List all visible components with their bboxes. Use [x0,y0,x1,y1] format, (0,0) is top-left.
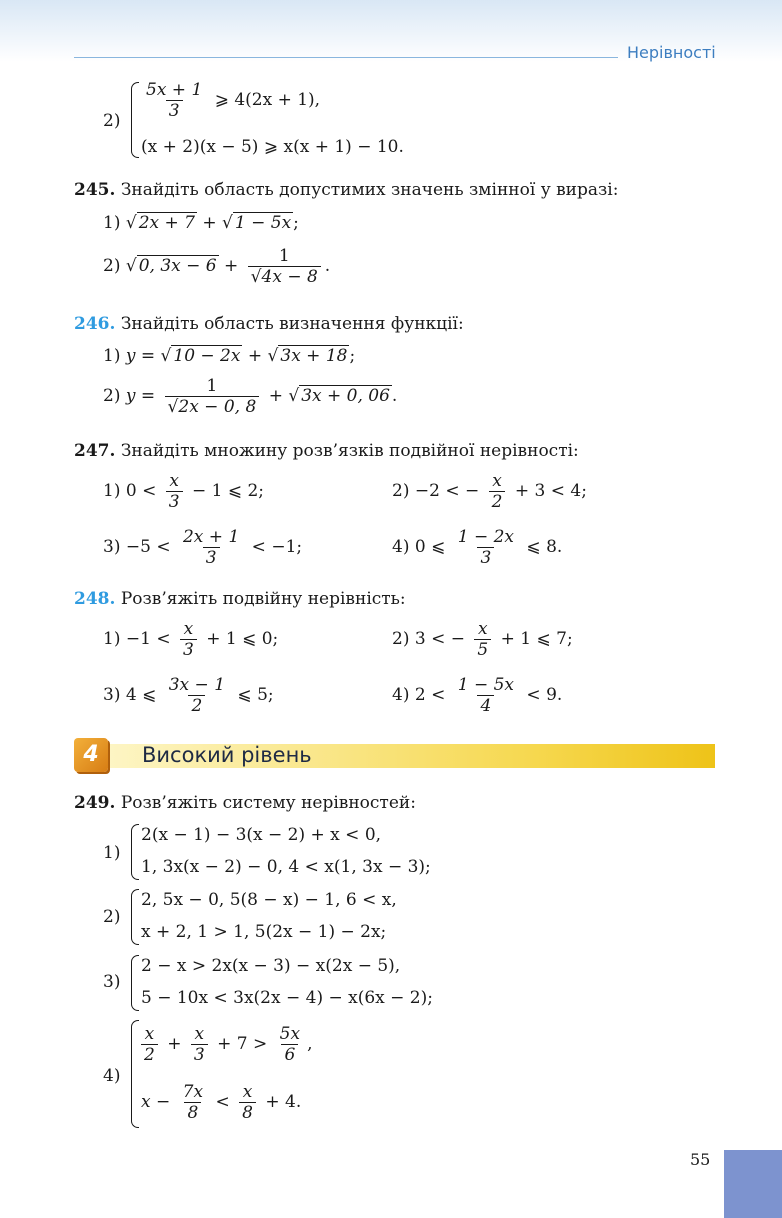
section-title: Нерівності [627,43,716,62]
fraction: $\frac{5x + 1}{3}$ [146,80,203,121]
item-248-1: 1) −1 < $\frac{x}{3}$ + 1 ⩽ 0; [103,619,279,660]
page-number: 55 [690,1150,711,1169]
problem-text: Розв’яжіть систему нерівностей: [120,793,416,813]
item-248-2: 2) 3 < − $\frac{x}{5}$ + 1 ⩽ 7; [392,619,573,660]
item-245-2: 2) √ 0, 3x − 6 + $\frac{1}{√4x - 8}$ . [103,246,331,287]
problem-number: 248. [74,589,116,609]
item-245-1: 1) √ 2x + 7 + √ 1 − 5x ; [103,213,299,233]
problem-245 [74,180,618,200]
system-brace [131,824,139,880]
system-line-2: x − $\frac{7x}{8}$ < $\frac{x}{8}$ + 4. [141,1082,302,1123]
system-brace [131,955,139,1011]
fraction: $\frac{1}{√4x - 8}$ [248,246,321,287]
item-label: 4) [103,1066,121,1086]
item-246-1: 1) y = √ 10 − 2x + √ 3x + 18 ; [103,346,356,366]
problem-text: Знайдіть область визначення функції: [120,314,464,334]
system-line-2: x + 2, 1 > 1, 5(2x − 1) − 2x; [141,922,387,942]
system-line-1: 2 − x > 2x(x − 3) − x(2x − 5), [141,956,401,976]
system-brace [131,82,139,158]
item-248-4: 4) 2 < $\frac{1 - 5x}{4}$ < 9. [392,675,563,716]
problem-247 [74,441,579,461]
item-247-2: 2) −2 < − $\frac{x}{2}$ + 3 < 4; [392,471,587,512]
item-248-3: 3) 4 ⩽ $\frac{3x - 1}{2}$ ⩽ 5; [103,675,274,716]
item-label: 2) [103,111,121,131]
problem-text: Знайдіть множину розв’язків подвійної нерівності: [120,441,579,461]
problem-number: 249. [74,793,116,813]
item-247-3: 3) −5 < $\frac{2x + 1}{3}$ < −1; [103,527,303,568]
problem-249 [74,793,416,813]
item-label: 3) [103,972,121,992]
item-246-2: 2) y = $\frac{1}{√2x - 0, 8}$ + √ 3x + 0, 06 . [103,376,398,417]
system-line-2: (x + 2)(x − 5) ⩾ x(x + 1) − 10. [141,137,404,157]
item-247-1: 1) 0 < $\frac{x}{3}$ − 1 ⩽ 2; [103,471,265,512]
problem-248 [74,589,406,609]
item-label: 1) [103,843,121,863]
item-247-4: 4) 0 ⩽ $\frac{1 - 2x}{3}$ ⩽ 8. [392,527,563,568]
problem-number: 245. [74,180,116,200]
fraction: $\frac{1}{√2x - 0, 8}$ [165,376,260,417]
problem-number: 247. [74,441,116,461]
item-label: 2) [103,907,121,927]
system-line-2: 1, 3x(x − 2) − 0, 4 < x(1, 3x − 3); [141,857,431,877]
system-line-1: $\frac{x}{2}$ + $\frac{x}{3}$ + 7 > $\frac{5x}{6}$ , [137,1024,312,1065]
system-line-1: 2, 5x − 0, 5(8 − x) − 1, 6 < x, [141,890,397,910]
problem-text: Знайдіть область допустимих значень змінної у виразі: [120,180,619,200]
problem-246 [74,314,464,334]
system-brace [131,889,139,945]
system-line-1: 2(x − 1) − 3(x − 2) + x < 0, [141,825,382,845]
header-rule [74,57,618,58]
level-badge: 4 [74,738,108,772]
page-corner-block [724,1150,782,1218]
level-title: Високий рівень [142,743,312,767]
system-line-1: $\frac{5x + 1}{3}$ ⩾ 4(2x + 1), [139,80,320,121]
problem-number: 246. [74,314,116,334]
problem-text: Розв’яжіть подвійну нерівність: [120,589,406,609]
system-line-2: 5 − 10x < 3x(2x − 4) − x(6x − 2); [141,988,433,1008]
